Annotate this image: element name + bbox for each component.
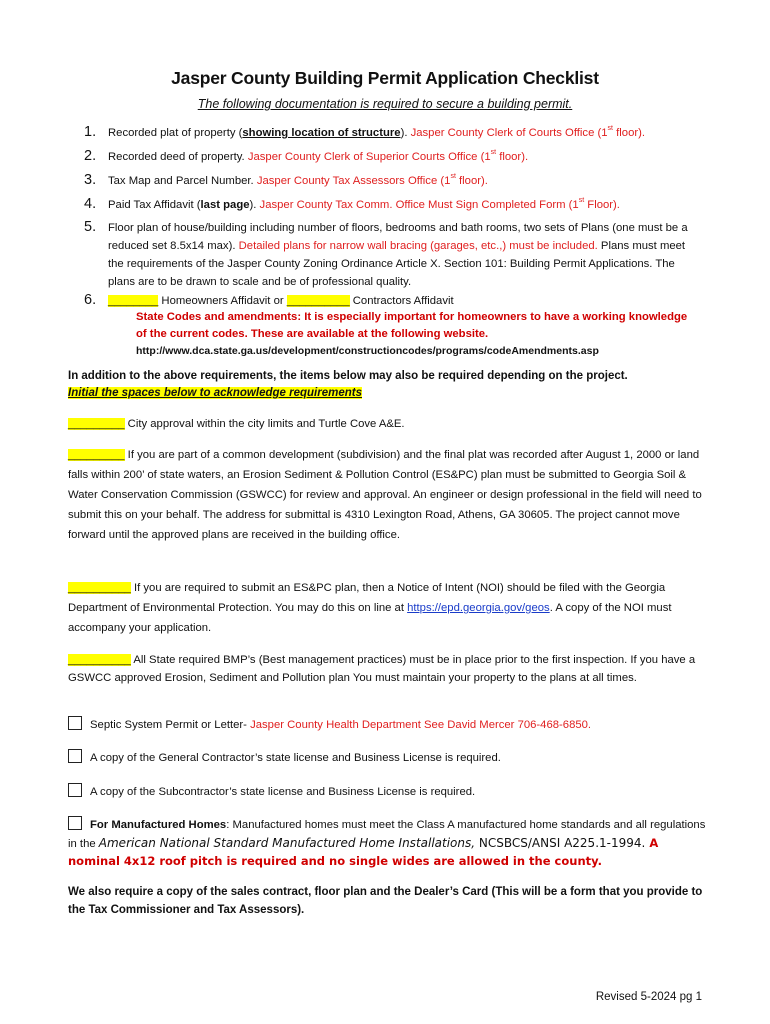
initial-blank[interactable]: _________ — [68, 449, 125, 461]
additional-requirements-intro — [68, 368, 708, 402]
checkbox-item-general-contractor — [68, 749, 708, 767]
item-office: Jasper County Clerk of Superior Courts Office (1 — [244, 151, 491, 163]
item-text-end: Contractors Affidavit — [349, 295, 454, 307]
manufactured-ansi: NCSBCS/ANSI A225.1-1994. — [475, 835, 646, 850]
paragraph-text-end: . A copy of the NOI must accompany your application. — [68, 602, 672, 634]
item-sup: st — [607, 125, 613, 132]
checkbox-label: Septic System Permit or Letter- — [90, 719, 247, 731]
item-sup: st — [450, 173, 456, 180]
item-text-after: ). — [249, 199, 257, 211]
sales-contract-note: We also require a copy of the sales contract, floor plan and the Dealer’s Card (This will be a form that you provide to the Tax Commissioner and Tax Assessors). — [68, 886, 703, 916]
item-sup: st — [490, 149, 497, 156]
initial-blank[interactable]: ________ — [108, 295, 159, 307]
item-text: Floor plan of house/building including number of floors, bedrooms and bath rooms, two sets of Plans (one must be a reduced set 8.5x14 max). — [108, 222, 688, 252]
item-bold: showing location of structure — [242, 127, 401, 139]
health-dept-note: Jasper County Health Department See David Mercer 706-468-6850. — [246, 719, 592, 731]
roof-pitch-note: A nominal 4x12 roof pitch is required and no single wides are allowed in the county. — [68, 835, 659, 868]
checkbox[interactable] — [68, 816, 82, 830]
initial-blank[interactable]: __________ — [286, 295, 350, 307]
item-text-end: Plans must meet the requirements of the Jasper County Zoning Ordinance Article X. Section 101: Building Permit Applications. The plans are to be drawn to scale and be of professional quality. — [108, 240, 686, 288]
checkbox-item-subcontractor — [68, 783, 708, 801]
item-office-end: floor). — [496, 151, 529, 163]
item-number: 1. — [84, 124, 97, 140]
item-office: Jasper County Clerk of Courts Office (1 — [407, 127, 608, 139]
checkbox[interactable] — [68, 749, 82, 763]
item-text: Paid Tax Affidavit ( — [108, 199, 201, 211]
item-number: 6. — [84, 292, 97, 308]
checkbox[interactable] — [68, 783, 82, 797]
item-bold: last page — [200, 199, 250, 211]
item-text: Tax Map and Parcel Number. — [108, 175, 254, 187]
initial-blank[interactable]: __________ — [68, 582, 131, 594]
item-office-end: floor). — [613, 127, 646, 139]
initial-blank[interactable]: _________ — [68, 418, 125, 430]
city-approval-item — [68, 414, 702, 434]
checkbox-label: A copy of the Subcontractor’s state license and Business License is required. — [90, 786, 476, 798]
item-text: Homeowners Affidavit or — [158, 295, 287, 307]
state-codes-note: State Codes and amendments: It is especially important for homeowners to have a working knowledge of the current codes. These are available at the following website. — [136, 311, 688, 340]
noi-item — [68, 578, 702, 638]
item-office: Jasper County Tax Assessors Office (1 — [253, 175, 451, 187]
checkbox-item-septic — [68, 716, 708, 734]
paragraph-text: If you are required to submit an ES&PC plan, then a Notice of Intent (NOI) should be filed with the Georgia Department of Environmental Protection. You may do this on line at — [68, 582, 666, 614]
item-text: Recorded plat of property ( — [108, 127, 243, 139]
item-number: 2. — [84, 148, 97, 164]
paragraph-text: City approval within the city limits and Turtle Cove A&E. — [124, 418, 405, 430]
manufactured-heading: For Manufactured Homes — [90, 819, 227, 831]
item-sup: st — [578, 197, 585, 204]
item-office-end: floor). — [455, 175, 488, 187]
item-text: Recorded deed of property. — [108, 151, 245, 163]
initial-blank[interactable]: __________ — [68, 654, 131, 666]
item-wall-bracing-note: Detailed plans for narrow wall bracing (garages, etc.,) must be included. — [235, 240, 598, 252]
manufactured-homes-item — [68, 816, 708, 872]
page-title: Jasper County Building Permit Application Checklist — [171, 68, 599, 88]
paragraph-text: If you are part of a common development (subdivision) and the final plat was recorded after August 1, 2000 or land falls within 200’ of state waters, an Erosion Sediment & Pollution Control (ES&PC) plan must be submitted to Georgia Soil & Water Conservation Commission (GSWCC) for review and approval. An engineer or design professional in the field will need to submit this on your behalf. The address for submittal is 4310 Lexington Road, Athens, GA 30605. The project cannot move forward until the approved plans are received in the building office. — [68, 449, 702, 541]
item-number: 5. — [84, 219, 97, 235]
paragraph-text: All State required BMP’s (Best management practices) must be in place prior to the first inspection. If you have a GSWCC approved Erosion, Sediment and Pollution plan You must maintain your property to the plans at all times. — [68, 654, 696, 684]
manufactured-standard: American National Standard Manufactured Home Installations, — [98, 835, 476, 850]
page-footer: Revised 5-2024 pg 1 — [595, 991, 702, 1003]
intro-instruction: Initial the spaces below to acknowledge requirements — [68, 387, 362, 399]
item-office: Jasper County Tax Comm. Office Must Sign Completed Form (1 — [256, 199, 579, 211]
item-number: 4. — [84, 196, 97, 212]
state-codes-url[interactable]: http://www.dca.state.ga.us/development/constructioncodes/programs/codeAmendments.asp — [136, 345, 599, 357]
epd-link[interactable]: https://epd.georgia.gov/geos — [407, 602, 550, 614]
item-text-after: ). — [400, 127, 408, 139]
checkbox-label: A copy of the General Contractor’s state license and Business License is required. — [90, 752, 501, 764]
bmp-item — [68, 652, 702, 687]
item-office-end: Floor). — [584, 199, 620, 211]
manufactured-text: : Manufactured homes must meet the Class A manufactured home standards and all regulations in the — [68, 819, 706, 850]
escp-item — [68, 445, 702, 545]
item-number: 3. — [84, 172, 97, 188]
page-subtitle: The following documentation is required to secure a building permit. — [197, 97, 573, 111]
intro-text: In addition to the above requirements, the items below may also be required depending on the project. — [68, 370, 628, 382]
checkbox[interactable] — [68, 716, 82, 730]
